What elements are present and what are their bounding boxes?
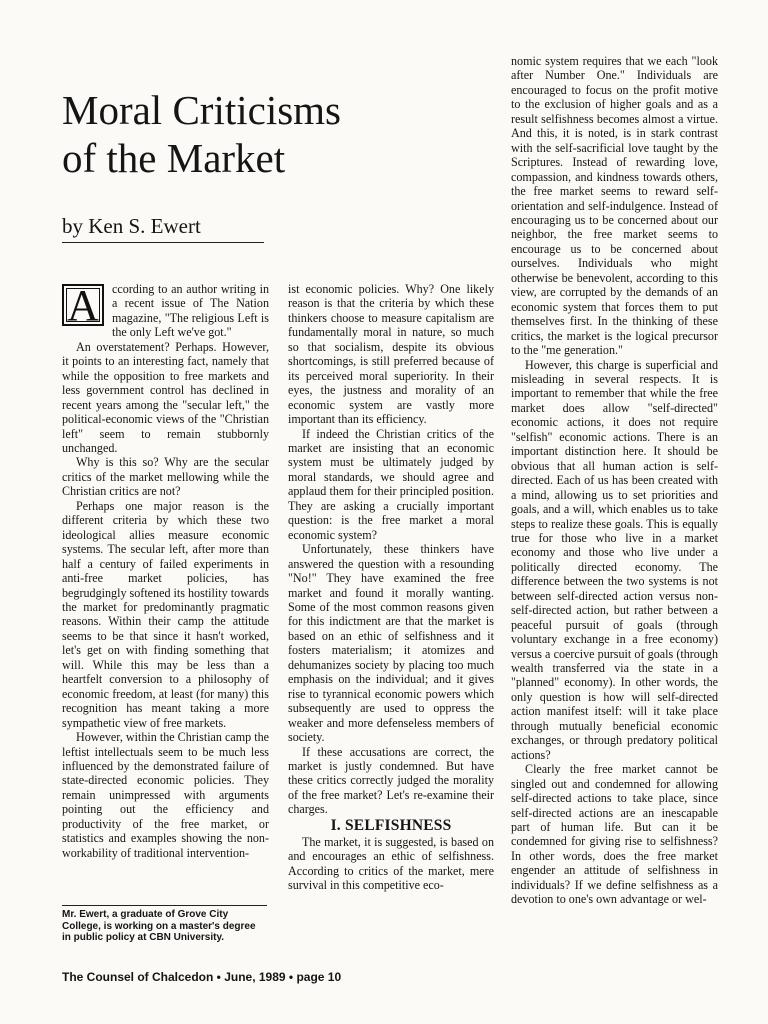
column-3 (511, 54, 718, 907)
paragraph: nomic system requires that we each "look after Number One." Individuals are encouraged to focus on the profit motive to the exclusion of higher goals and as a result selfishness becomes almost a virtue. And this, it is noted, is in stark contrast with the self-sacrificial love taught by the Scriptures. Instead of rewarding love, compassion, and kindness towards others, the free market seems to reward self-orientation and self-indulgence. Instead of encouraging us to be concerned about our neighbor, the free market seems to encourage us to be concerned about ourselves. Individuals who might otherwise be benevolent, according to this view, are corrupted by the demands of an economic system that forces them to put themselves first. In the thinking of these critics, the market is the logical precursor to the "me generation." (511, 54, 718, 358)
byline: by Ken S. Ewert (62, 214, 201, 238)
byline-divider (62, 242, 264, 243)
paragraph: Clearly the free market cannot be singled out and condemned for allowing self-directed actions to take place, since self-directed actions are an inescapable part of human life. But can it be condemned for giving rise to selfishness? In other words, does the free market engender an attitude of selfishness in individuals? If we define selfishness as a devotion to one's own advantage or wel- (511, 762, 718, 907)
paragraph: However, this charge is superficial and misleading in several respects. It is important to remember that while the free market does allow "self-directed" economic actions, it does not require "selfish" economic actions. There is an important distinction here. It should be obvious that all human action is self-directed. Each of us has been created with a mind, allowing us to set priorities and goals, and a will, which enables us to take steps to realize these goals. This is equally true for those who live in a market economy and those who live under a politically directed economy. The difference between the two systems is not between self-directed action versus non-self-directed action, but rather between a peaceful pursuit of goals (through voluntary exchange in a free economy) versus a coercive pursuit of goals (through wealth transferred via the state in a "planned" economy). In other words, the only question is how will self-directed action manifest itself: will it take place through mutually beneficial economic exchanges, or through predatory political actions? (511, 357, 718, 762)
column-2 (288, 282, 494, 893)
paragraph: The market, it is suggested, is based on and encourages an ethic of selfishness. According to critics of the market, mere survival in this competitive eco- (288, 834, 494, 893)
paragraph: An overstatement? Perhaps. However, it points to an interesting fact, namely that while the opposition to free markets and less government control has declined in recent years among the "secular left," the political-economic views of the "Christian left" seem to remain stubbornly unchanged. (62, 339, 269, 455)
page-footer: The Counsel of Chalcedon • June, 1989 • page 10 (62, 970, 342, 984)
paragraph: If these accusations are correct, the market is justly condemned. But have these critics correctly judged the morality of the free market? Let's re-examine their charges. (288, 744, 494, 817)
paragraph: Unfortunately, these thinkers have answered the question with a resounding "No!" They have examined the free market and found it morally wanting. Some of the most common reasons given for this indictment are that the market is based on an ethic of selfishness and it fosters materialism; it atomizes and dehumanizes society by placing too much emphasis on the individual; and it gives rise to tyrannical economic powers which subsequently are used to oppress the weaker and more defenseless members of society. (288, 542, 494, 745)
paragraph: However, within the Christian camp the leftist intellectuals seem to be much less influenced by the demonstrated failure of state-directed economic policies. They remain unimpressed with arguments pointing out the efficiency and productivity of the free market, or statistics and examples showing the non-workability of traditional intervention- (62, 730, 269, 860)
paragraph: A ccording to an author writing in a recent issue of The Nation magazine, "The religious Left is the only Left we've got." (62, 282, 269, 340)
article-title: Moral Criticisms of the Market (62, 87, 342, 181)
column-1 (62, 282, 269, 860)
paragraph: ist economic policies. Why? One likely reason is that the criteria by which these thinkers choose to measure capitalism are fundamentally moral in nature, so much so that socialism, despite its obvious shortcomings, is still preferred because of its perceived moral superiority. In their eyes, the justness and morality of an economic system are vastly more important than its efficiency. (288, 282, 494, 427)
section-heading: I. SELFISHNESS (330, 816, 452, 834)
drop-cap: A (62, 284, 104, 326)
paragraph: Why is this so? Why are the secular critics of the market mellowing while the Christian critics are not? (62, 455, 269, 499)
author-note: Mr. Ewert, a graduate of Grove City College, is working on a master's degree in public policy at CBN University. (62, 909, 256, 943)
paragraph: Perhaps one major reason is the different criteria by which these two ideological allies measure economic systems. The secular left, after more than half a century of failed experiments in anti-free market policies, has begrudgingly softened its hostility towards the market for predominantly pragmatic reasons. Within their camp the attitude seems to be that since it hasn't worked, let's get on with finding something that will. While this may be less than a heartfelt conversion to a philosophy of economic freedom, at least (for many) this recognition has meant taking a more sympathetic view of free markets. (62, 498, 269, 730)
paragraph: If indeed the Christian critics of the market are insisting that an economic system must be ultimately judged by moral standards, we should agree and applaud them for their principled position. They are asking a crucially important question: is the free market a moral economic system? (288, 426, 494, 542)
author-note-divider (62, 905, 267, 906)
